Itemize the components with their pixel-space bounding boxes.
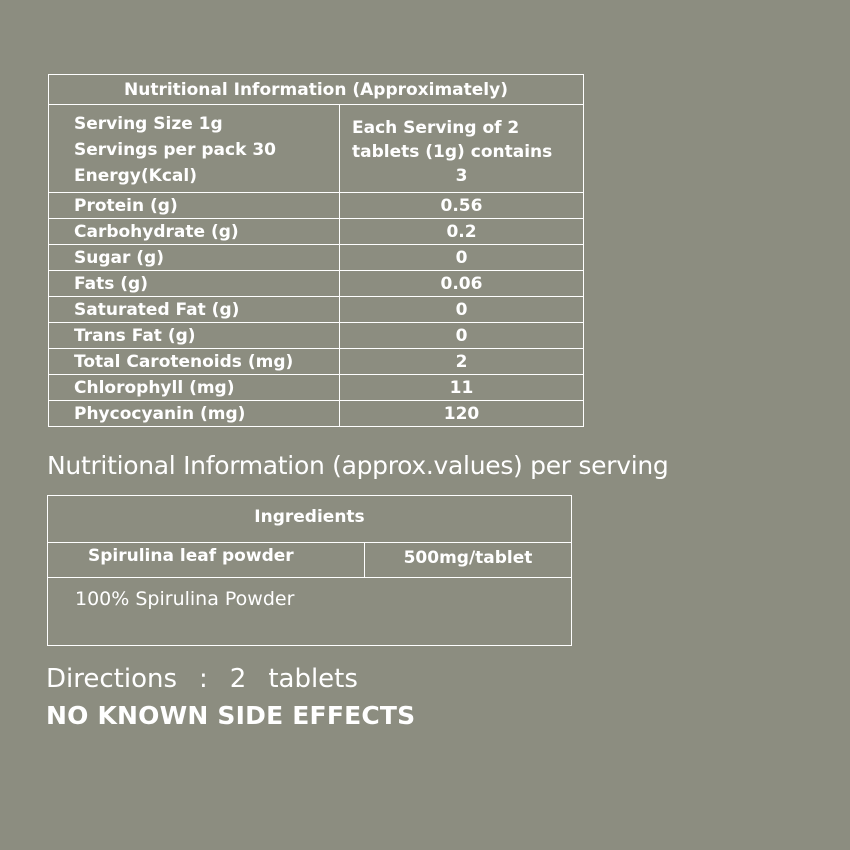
nutrient-value: 0 bbox=[340, 297, 584, 323]
nutrient-row bbox=[49, 375, 584, 401]
nutrient-row bbox=[49, 349, 584, 375]
directions-separator: : bbox=[199, 664, 208, 694]
energy-label: Energy(Kcal) bbox=[74, 166, 197, 186]
nutrient-value: 0 bbox=[340, 323, 584, 349]
directions-count: 2 bbox=[229, 664, 247, 694]
nutrient-row bbox=[49, 401, 584, 427]
column-header-line2: tablets (1g) contains bbox=[352, 142, 553, 162]
nutrient-label: Fats (g) bbox=[49, 271, 340, 297]
directions bbox=[46, 664, 358, 694]
nutrient-value: 0.2 bbox=[340, 219, 584, 245]
directions-unit: tablets bbox=[268, 664, 358, 694]
nutrient-value: 11 bbox=[340, 375, 584, 401]
nutrient-label: Total Carotenoids (mg) bbox=[49, 349, 340, 375]
ingredient-name: Spirulina leaf powder bbox=[48, 543, 365, 577]
nutrient-value: 0.06 bbox=[340, 271, 584, 297]
ingredients-table bbox=[47, 495, 572, 646]
nutrient-value: 0 bbox=[340, 245, 584, 271]
nutrient-row bbox=[49, 245, 584, 271]
nutrient-value: 2 bbox=[340, 349, 584, 375]
ingredient-row bbox=[48, 543, 571, 578]
directions-label: Directions bbox=[46, 664, 178, 694]
nutrition-caption: Nutritional Information (approx.values) per serving bbox=[47, 451, 669, 480]
nutrient-label: Trans Fat (g) bbox=[49, 323, 340, 349]
nutrition-table-title: Nutritional Information (Approximately) bbox=[49, 75, 584, 105]
serving-size: Serving Size 1g bbox=[74, 114, 223, 134]
nutrition-table bbox=[48, 74, 584, 427]
energy-value: 3 bbox=[455, 166, 468, 186]
serving-info-cell bbox=[49, 105, 340, 193]
nutrient-row bbox=[49, 323, 584, 349]
per-serving-header-cell bbox=[340, 105, 584, 193]
nutrient-label: Phycocyanin (mg) bbox=[49, 401, 340, 427]
ingredient-description: 100% Spirulina Powder bbox=[75, 588, 295, 610]
ingredients-header: Ingredients bbox=[48, 496, 571, 543]
ingredient-amount: 500mg/tablet bbox=[403, 548, 533, 568]
servings-per-pack: Servings per pack 30 bbox=[74, 140, 276, 160]
nutrient-row bbox=[49, 219, 584, 245]
nutrient-row bbox=[49, 271, 584, 297]
nutrient-label: Sugar (g) bbox=[49, 245, 340, 271]
column-header-line1: Each Serving of 2 bbox=[352, 118, 520, 138]
nutrient-row bbox=[49, 297, 584, 323]
side-effects-warning: NO KNOWN SIDE EFFECTS bbox=[46, 701, 416, 730]
nutrient-label: Chlorophyll (mg) bbox=[49, 375, 340, 401]
nutrient-value: 0.56 bbox=[340, 193, 584, 219]
nutrient-value: 120 bbox=[340, 401, 584, 427]
nutrient-label: Saturated Fat (g) bbox=[49, 297, 340, 323]
nutrient-label: Carbohydrate (g) bbox=[49, 219, 340, 245]
nutrient-label: Protein (g) bbox=[49, 193, 340, 219]
nutrient-row bbox=[49, 193, 584, 219]
